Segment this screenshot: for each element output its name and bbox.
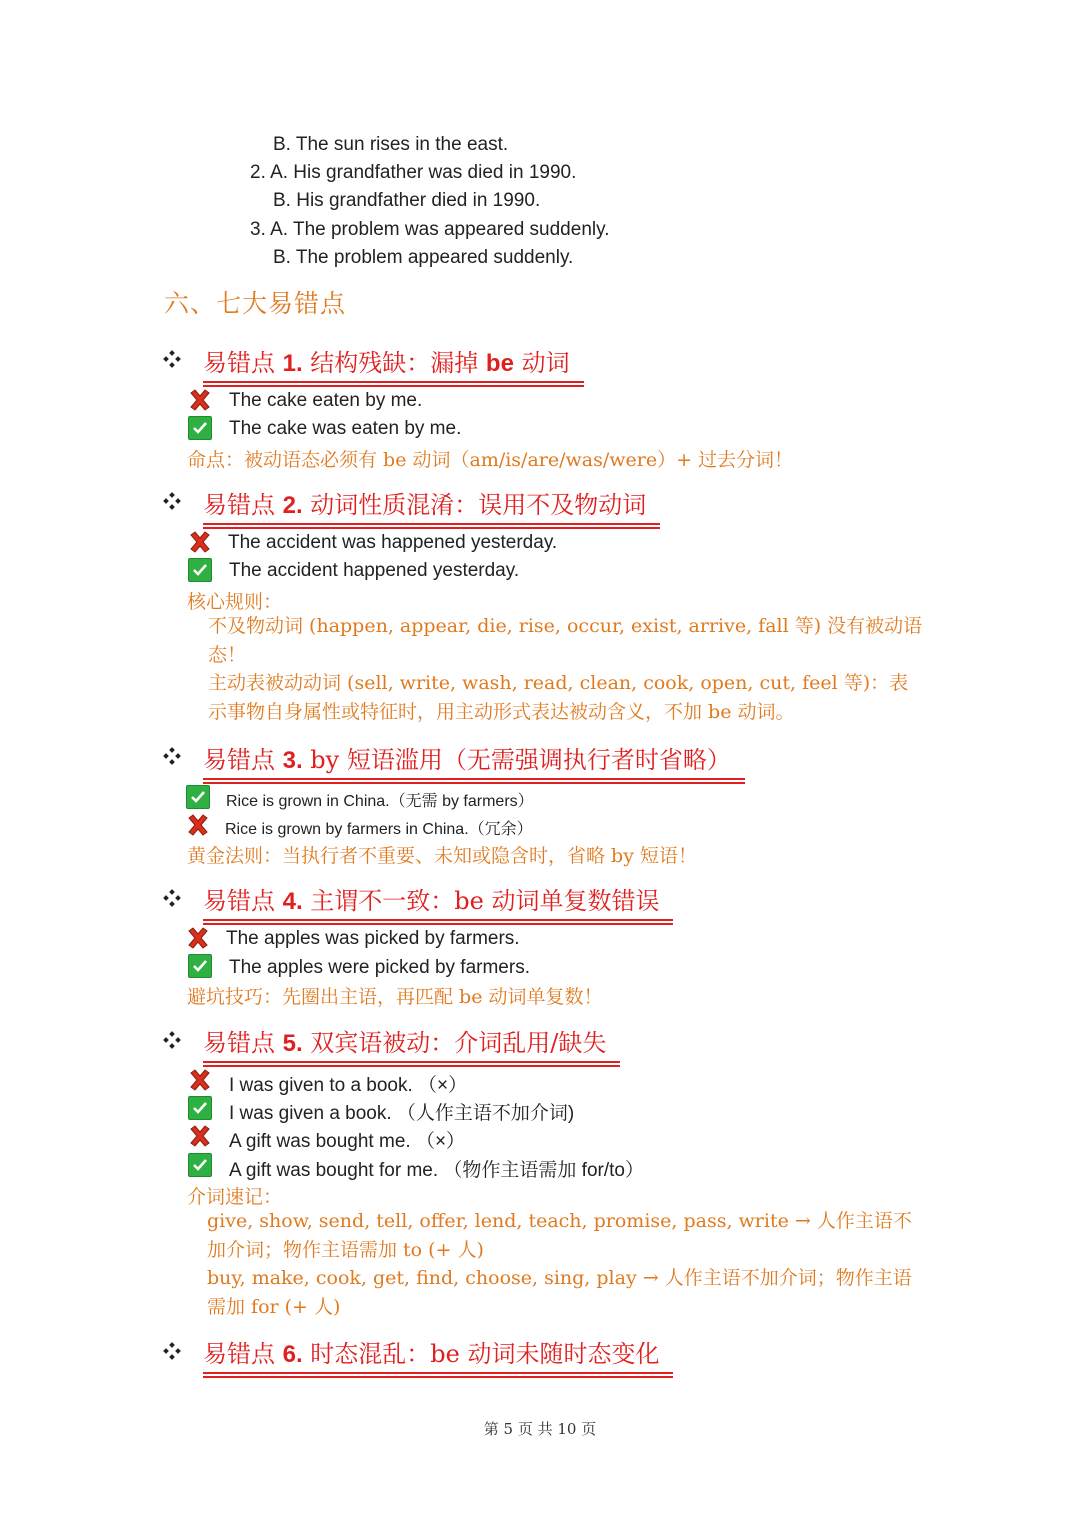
correct-example: The accident happened yesterday.	[229, 560, 520, 581]
rule-note: 黄金法则：当执行者不重要、未知或隐含时，省略 by 短语！	[187, 845, 697, 867]
diamond-bullet-icon	[163, 492, 181, 510]
error-point-heading: 易错点 3. by 短语滥用（无需强调执行者时省略）	[203, 740, 745, 777]
correct-example: I was given a book. （人作主语不加介词)	[229, 1103, 575, 1124]
rule-label: 核心规则：	[187, 591, 283, 613]
error-point-heading: 易错点 6. 时态混乱：be 动词未随时态变化	[203, 1334, 673, 1371]
page-footer: 第 5 页 共 10 页	[483, 1420, 597, 1438]
example-line: B. The sun rises in the east.	[273, 134, 509, 155]
cross-icon	[186, 813, 210, 837]
diamond-bullet-icon	[163, 350, 181, 368]
rule-text: give, show, send, tell, offer, lend, teach, promise, pass, write → 人作主语不加介词；物作主语需加 to (+ 人)	[207, 1210, 912, 1261]
example-line: 2. A. His grandfather was died in 1990.	[250, 162, 577, 183]
correct-example: The cake was eaten by me.	[229, 418, 462, 439]
rule-text: 不及物动词 (happen, appear, die, rise, occur, exist, arrive, fall 等) 没有被动语态！	[208, 615, 923, 666]
rule-text: 主动表被动动词 (sell, write, wash, read, clean, cook, open, cut, feel 等)：表示事物自身属性或特征时，用主动形式表达被动含义，不加 be 动词。	[208, 672, 909, 723]
cross-icon	[188, 1124, 212, 1148]
error-point-heading: 易错点 2. 动词性质混淆：误用不及物动词	[203, 485, 660, 522]
example-line: B. His grandfather died in 1990.	[273, 190, 541, 211]
diamond-bullet-icon	[163, 889, 181, 907]
check-box-icon	[186, 785, 210, 809]
cross-icon	[186, 926, 210, 950]
error-point-heading: 易错点 1. 结构残缺：漏掉 be 动词	[203, 343, 584, 380]
cross-icon	[188, 530, 212, 554]
rule-note: 命点：被动语态必须有 be 动词（am/is/are/was/were）+ 过去分词！	[187, 449, 794, 471]
wrong-example: Rice is grown by farmers in China.（冗余）	[225, 821, 533, 838]
section-title: 六、七大易错点	[164, 289, 347, 318]
wrong-example: The apples was picked by farmers.	[226, 928, 520, 949]
correct-example: A gift was bought for me. （物作主语需加 for/to）	[229, 1160, 644, 1181]
error-point-heading: 易错点 5. 双宾语被动：介词乱用/缺失	[203, 1023, 620, 1060]
diamond-bullet-icon	[163, 1342, 181, 1360]
diamond-bullet-icon	[163, 1031, 181, 1049]
diamond-bullet-icon	[163, 747, 181, 765]
error-point-heading: 易错点 4. 主谓不一致：be 动词单复数错误	[203, 881, 673, 918]
cross-icon	[188, 388, 212, 412]
cross-icon	[188, 1068, 212, 1092]
wrong-example: The accident was happened yesterday.	[228, 532, 558, 553]
check-box-icon	[188, 1153, 212, 1177]
check-box-icon	[188, 1096, 212, 1120]
check-box-icon	[188, 954, 212, 978]
check-box-icon	[188, 558, 212, 582]
wrong-example: A gift was bought me. （×）	[229, 1131, 466, 1152]
check-box-icon	[188, 416, 212, 440]
wrong-example: I was given to a book. （×）	[229, 1075, 468, 1096]
correct-example: The apples were picked by farmers.	[229, 957, 530, 978]
correct-example: Rice is grown in China.（无需 by farmers）	[226, 793, 534, 810]
wrong-example: The cake eaten by me.	[229, 390, 423, 411]
example-line: 3. A. The problem was appeared suddenly.	[250, 219, 610, 240]
rule-note: 避坑技巧：先圈出主语，再匹配 be 动词单复数！	[187, 986, 603, 1008]
rule-text: buy, make, cook, get, find, choose, sing, play → 人作主语不加介词；物作主语需加 for (+ 人)	[207, 1267, 912, 1318]
example-line: B. The problem appeared suddenly.	[273, 247, 574, 268]
rule-label: 介词速记：	[187, 1186, 283, 1208]
